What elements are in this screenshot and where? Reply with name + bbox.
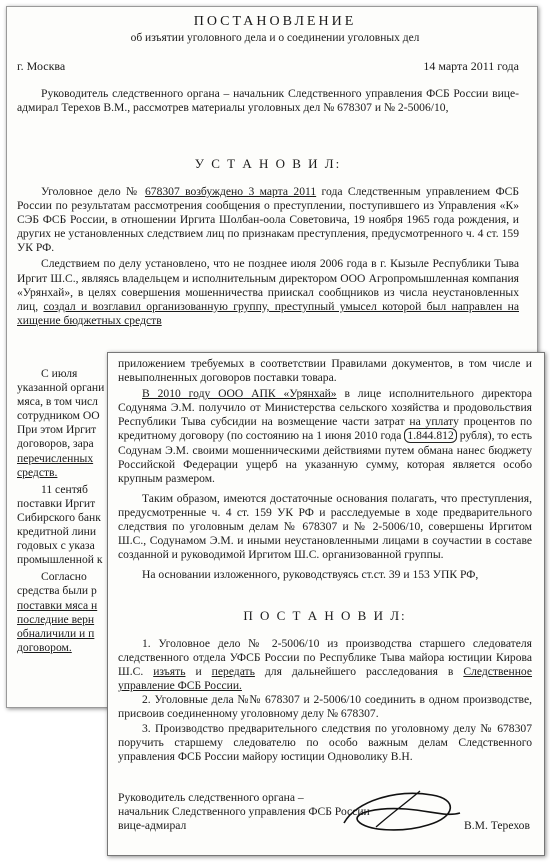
paragraph-conclusion: Таким образом, имеются достаточные основания полагать, что преступления, предусмотренные ч. 4 ст. 159 УК РФ и расследуемые в ходе предварительного следствия по уголовным делам № 678307 и № 2-5006/10, совершены Иргитом Ш.С., Содунамом Э.М. и иными неустановленными лицами в соучастии в составе созданной и руководимой Иргитом Ш.С. организованной группы. bbox=[118, 491, 532, 562]
paragraph-legal-basis: На основании изложенного, руководствуясь ст.ст. 39 и 153 УПК РФ, bbox=[142, 568, 479, 582]
document-page-2 bbox=[107, 352, 545, 856]
paragraph-investigation: Следствием по делу установлено, что не позднее июля 2006 года в г. Кызыле Республики Тыва Иргит Ш.С., являясь владельцем и исполнительным директором ООО Агропромышленная компания «Урянхай», в целях совершения мошенничества приискал сообщников из числа неустановленных лиц, создал и возглавил организованную группу, преступный умысел которой был направлен на хищение бюджетных средств bbox=[17, 257, 519, 327]
paragraph-subsidy: В 2010 году ООО АПК «Урянхай» в лице исполнительного директора Содуняма Э.М. получило от Министерства сельского хозяйства и продовольствия Республики Тыва субсидии на возмещение части затрат на уплату процентов по кредитному договору (по состоянию на 1 июня 2010 года 1.844.812 рубля), то есть Содунам Э.М. своими мошенническими действиями путем обмана нанес бюджету Российской Федерации ущерб на указанную сумму, которая является особо крупным размером. bbox=[118, 387, 532, 485]
section-heading-established: У С Т А Н О В И Л: bbox=[194, 156, 342, 171]
signer-title-line-3: вице-адмирал bbox=[118, 819, 187, 832]
document-subtitle: об изъятии уголовного дела и о соединении уголовных дел bbox=[130, 32, 420, 45]
section-heading-resolved: П О С Т А Н О В И Л: bbox=[243, 608, 407, 623]
signer-title-line-1: Руководитель следственного органа – bbox=[118, 791, 304, 804]
truncated-left-column: С июля указанной органи мяса, в том числ сотрудником ОО При этом Иргит договоров, зара перечисленных средств. 11 сентяб поставки Иргит Сибирского банк кредитной лини годовых с указа промышленной к Согласно средства были р поставки мяса н последние верн обналичили и п договором. bbox=[17, 367, 105, 654]
intro-paragraph: Руководитель следственного органа – начальник Следственного управления ФСБ России вице-адмирал Терехов В.М., рассмотрев материалы уголовных дел № 678307 и № 2-5006/10, bbox=[17, 87, 519, 115]
paragraph-case-opened: Уголовное дело № 678307 возбуждено 3 марта 2011 года Следственным управлением ФСБ России по результатам рассмотрения сообщения о преступлении, поступившего из Управления «К» СЭБ ФСБ России, в отношении Иргита Шолбан-оола Советовича, 19 ноября 1965 года рождения, и других не установленных следствием лиц по признакам преступления, предусмотренного ч. 4 ст. 159 УК РФ. bbox=[17, 185, 519, 255]
resolution-item-1: 1. Уголовное дело № 2-5006/10 из производства старшего следователя следственного отдела УФСБ России по Республике Тыва майора юстиции Кирова Ш.С. изъять и передать для дальнейшего расследования в Следственное управление ФСБ России. bbox=[118, 637, 533, 693]
document-title: ПОСТАНОВЛЕНИЕ bbox=[193, 14, 357, 29]
signer-name: В.М. Терехов bbox=[464, 819, 530, 832]
city: г. Москва bbox=[17, 59, 66, 73]
handwritten-signature bbox=[336, 783, 466, 839]
amount-highlight: 1.844.812 bbox=[404, 428, 456, 443]
signer-title-line-2: начальник Следственного управления ФСБ России bbox=[118, 805, 370, 818]
document-date: 14 марта 2011 года bbox=[423, 59, 519, 73]
paragraph-documents: приложением требуемых в соответствии Правилами документов, в том числе и невыполненных договоров поставки товара. bbox=[118, 357, 532, 385]
resolution-item-2: 2. Уголовные дела №№ 678307 и 2-5006/10 соединить в одном производстве, присвоив соединенному уголовному делу № 678307. bbox=[118, 693, 532, 721]
resolution-item-3: 3. Производство предварительного следствия по уголовному делу № 678307 поручить старшему следователю по особо важным делам Следственного управления ФСБ России майору юстиции Одноволику В.Н. bbox=[118, 721, 532, 763]
